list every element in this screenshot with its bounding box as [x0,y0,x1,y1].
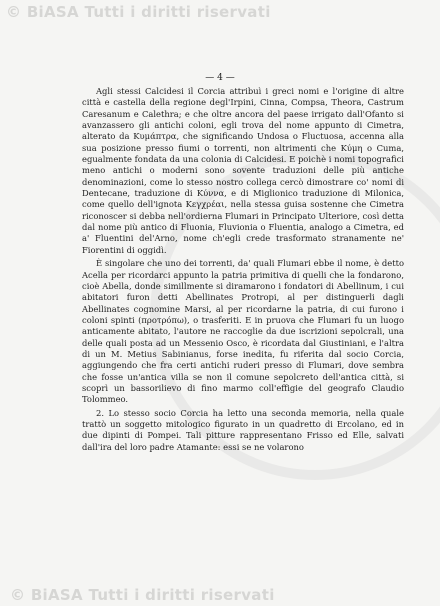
watermark-top: © BiASA Tutti i diritti riservati [6,3,271,21]
paragraph-2: È singolare che uno dei torrenti, da' quali Flumari ebbe il nome, è detto Acella per ricordarci appunto la patria primitiva di quelli che la fondarono, cioè Abella, donde simillmente si diramarono i fondatori di Abellinum, i cui abitatori furon detti Abellinates Protropi, al per distinguerli dagli Abellinates cognomine Marsi, al per ricordarne la patria, di cui furono i coloni spinti (προτρόπω), o trasferiti. E in pruova che Flumari fu un luogo anticamente abitato, l'autore ne raccoglie da due iscrizioni sepolcrali, una delle quali posta ad un Messenio Osco, è ricordata dal Giustiniani, e l'altra di un M. Metius Sabinianus, forse inedita, fu riferita dal socio Corcia, aggiungendo che fra certi antichi ruderi presso di Flumari, dove sembra che fosse un'antica villa se non il comune sepolcreto dell'antica città, si scoprì un bassorilievo di fino marmo coll'effigie del geografo Claudio Tolommeo. [82,258,404,405]
paragraph-3: 2. Lo stesso socio Corcia ha letto una seconda memoria, nella quale trattò un soggetto mitologico figurato in un quadretto di Ercolano, ed in due dipinti di Pompei. Tali pitture rappresentano Frisso ed Elle, salvati dall'ira del loro padre Atamante: essi se ne volarono [82,407,404,452]
watermark-bottom: © BiASA Tutti i diritti riservati [10,586,275,604]
paragraph-1: Agli stessi Calcidesi il Corcia attribuì i greci nomi e l'origine di altre città e castella della regione degl'Irpini, Cinna, Compsa, Theora, Castrum Caresanum e Calethra; e che oltre ancora del paese irrigato dall'Ofanto si avanzassero gli antichi coloni, egli trova del nome appunto di Cimetra, alterato da Κυμάπτρα, che significando Undosa o Fluctuosa, accenna alla sua posizione presso fiumi o torrenti, non altrimenti che Κύμη o Cuma, egualmente fondata da una colonia di Calcidesi. E poichè i nomi topografici meno antichi o moderni sono sovente traduzioni delle più antiche denominazioni, come lo stesso nostro collega cercò dimostrare co' nomi di Dentecane, traduzione di Κύννα, e di Miglionico traduzione di Milonica, come quello dell'ignota Κεγχρέαι, nella stessa guisa sostenne che Cimetra riconoscer si debba nell'ordierna Flumari in Principato Ulteriore, così detta dal nome più antico di Fluonia, Fluvionia o Fluentia, analogo a Cimetra, ed a' Fluentini del'Arno, nome ch'egli crede trasformato stranamente ne' Fiorentini di oggidì. [82,86,404,255]
body-text [82,86,404,453]
page-number: — 4 — [205,73,235,83]
